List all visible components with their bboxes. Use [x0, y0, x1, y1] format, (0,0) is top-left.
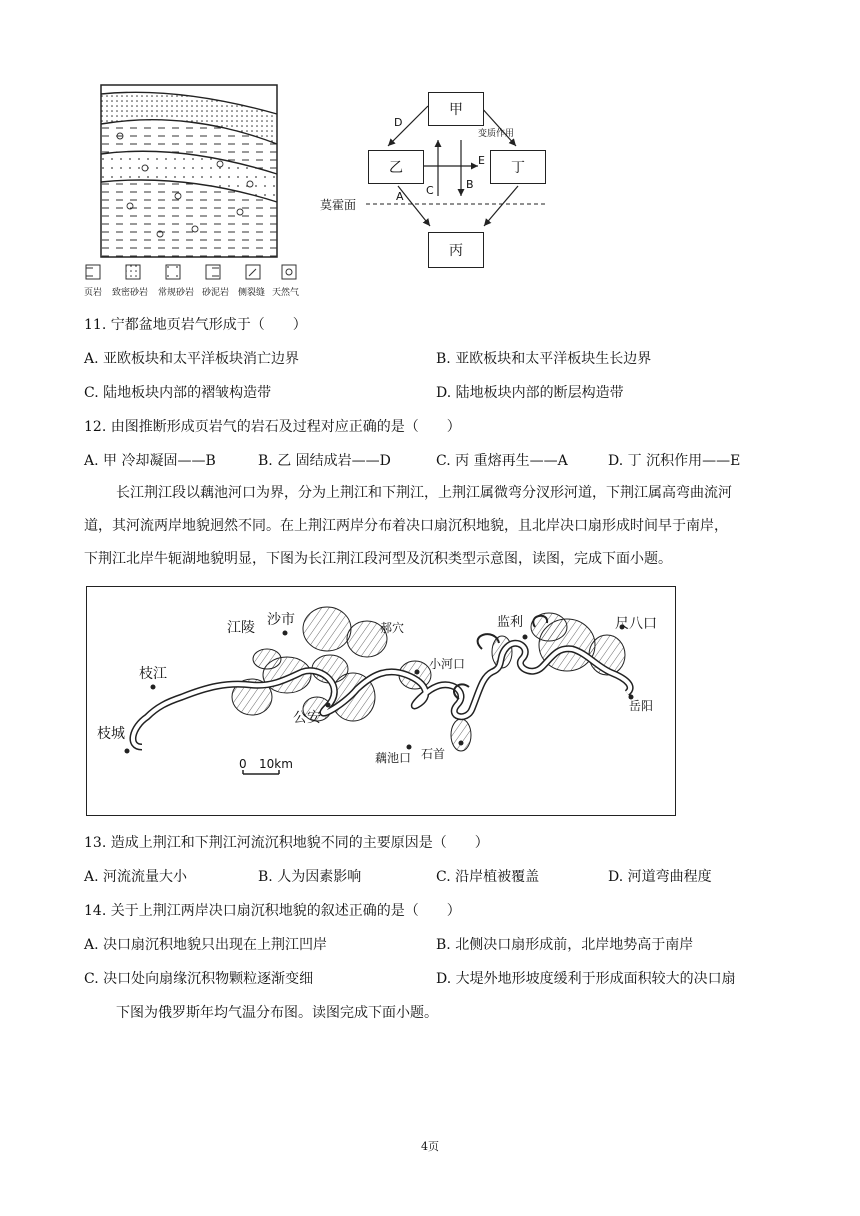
node-jia-label: 甲	[449, 102, 463, 118]
place-shishou: 石首	[421, 747, 446, 761]
legend-label-fracture: 侧裂缝	[238, 288, 266, 298]
question-14-option-b: B. 北侧决口扇形成前，北岸地势高于南岸	[436, 937, 694, 953]
question-13-option-c: C. 沿岸植被覆盖	[436, 869, 540, 885]
question-14-option-d: D. 大堤外地形坡度缓利于形成面积较大的决口扇	[436, 971, 736, 987]
legend-label-tight-sand: 致密砂岩	[112, 288, 149, 298]
node-ding	[490, 150, 546, 184]
node-bing	[428, 232, 484, 268]
legend-label-sand-mud: 砂泥岩	[202, 288, 230, 298]
place-zhicheng: 枝城	[97, 726, 125, 742]
node-ding-label: 丁	[511, 160, 525, 176]
question-12-stem: 12. 由图推断形成页岩气的岩石及过程对应正确的是（ ）	[84, 419, 461, 435]
node-jia	[428, 92, 484, 126]
question-13-option-a: A. 河流流量大小	[84, 869, 188, 885]
place-xiaohekou: 小河口	[429, 657, 466, 671]
node-bing-label: 丙	[449, 243, 463, 259]
place-gongan: 公安	[293, 710, 321, 726]
page-number: 4页	[421, 1140, 439, 1153]
arrow-label-d: D	[394, 116, 403, 129]
place-haoxue: 郝穴	[380, 621, 405, 635]
question-12-option-c: C. 丙 重熔再生——A	[436, 453, 568, 469]
metamorphism-note: 变质作用	[478, 129, 515, 139]
question-13-option-d: D. 河道弯曲程度	[608, 869, 712, 885]
legend-label-shale: 页岩	[84, 288, 103, 298]
question-14-option-c: C. 决口处向扇缘沉积物颗粒逐渐变细	[84, 971, 314, 987]
closing-text: 下图为俄罗斯年均气温分布图。读图完成下面小题。	[116, 1005, 438, 1021]
arrow-label-e: E	[478, 154, 485, 167]
place-jiangling: 江陵	[227, 620, 255, 636]
arrow-label-b: B	[466, 178, 474, 191]
question-11-stem: 11. 宁都盆地页岩气形成于（ ）	[84, 317, 307, 333]
moho-label: 莫霍面	[320, 198, 357, 212]
legend-swatches	[84, 264, 304, 282]
passage-line-2: 道，其河流两岸地貌迥然不同。在上荆江两岸分布着决口扇沉积地貌，且北岸决口扇形成时间早于南岸，	[84, 518, 728, 534]
question-11-option-a: A. 亚欧板块和太平洋板块消亡边界	[84, 351, 300, 367]
place-jianli: 监利	[497, 615, 524, 630]
question-13-stem: 13. 造成上荆江和下荆江河流沉积地貌不同的主要原因是（ ）	[84, 835, 489, 851]
question-13-option-b: B. 人为因素影响	[258, 869, 362, 885]
arrow-label-c: C	[426, 184, 434, 197]
place-zhijiang: 枝江	[139, 666, 167, 682]
node-yi	[368, 150, 424, 184]
arrow-label-a: A	[396, 190, 404, 203]
place-shashi: 沙市	[267, 612, 295, 628]
place-chibakou: 尺八口	[615, 616, 657, 632]
question-12-option-b: B. 乙 固结成岩——D	[258, 453, 391, 469]
legend-label-conv-sand: 常规砂岩	[158, 288, 195, 298]
place-ouchikou: 藕池口	[375, 751, 412, 765]
question-14-stem: 14. 关于上荆江两岸决口扇沉积地貌的叙述正确的是（ ）	[84, 903, 461, 919]
question-11-option-c: C. 陆地板块内部的褶皱构造带	[84, 385, 272, 401]
river-map	[86, 586, 676, 816]
node-yi-label: 乙	[389, 160, 403, 176]
strata-figure	[100, 84, 280, 258]
question-12-option-a: A. 甲 冷却凝固——B	[84, 453, 216, 469]
legend-label-gas: 天然气	[272, 288, 300, 298]
question-11-option-b: B. 亚欧板块和太平洋板块生长边界	[436, 351, 652, 367]
question-14-option-a: A. 决口扇沉积地貌只出现在上荆江凹岸	[84, 937, 328, 953]
scale-10km: 10km	[259, 757, 293, 771]
passage-line-1: 长江荆江段以藕池河口为界，分为上荆江和下荆江，上荆江属微弯分汊形河道，下荆江属高弯曲流河	[116, 485, 732, 501]
passage-line-3: 下荆江北岸牛轭湖地貌明显，下图为长江荆江段河型及沉积类型示意图，读图，完成下面小题。	[84, 551, 672, 567]
rock-cycle-figure	[318, 88, 550, 274]
question-11-option-d: D. 陆地板块内部的断层构造带	[436, 385, 624, 401]
place-yueyang: 岳阳	[629, 699, 654, 713]
strata-legend	[84, 264, 304, 300]
question-12-option-d: D. 丁 沉积作用——E	[608, 453, 741, 469]
scale-zero: 0	[239, 757, 247, 771]
